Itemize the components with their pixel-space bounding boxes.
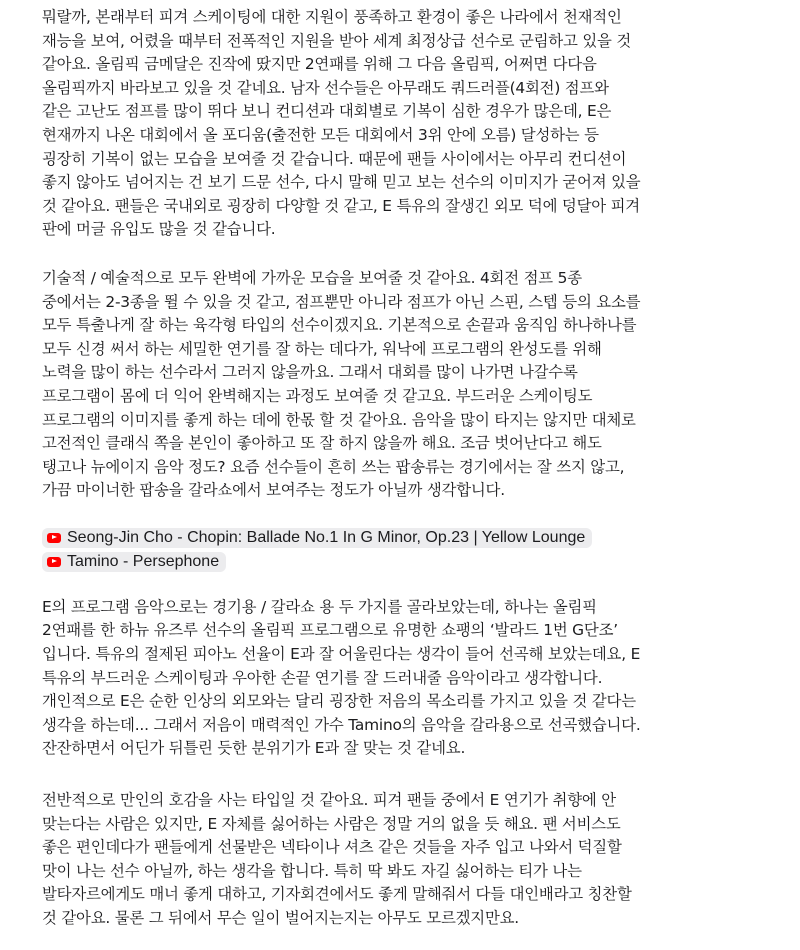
youtube-icon — [47, 557, 61, 567]
paragraph-program-music — [42, 596, 776, 761]
text-line: 생각을 하는데... 그래서 저음이 매력적인 가수 Tamino의 음악을 갈라용으로 선곡했습니다. — [42, 715, 641, 734]
text-line: 가끔 마이너한 팝송을 갈라쇼에서 보여주는 정도가 아닐까 생각합니다. — [42, 481, 505, 500]
paragraph-athlete-background — [42, 6, 776, 242]
youtube-link-tamino-persephone[interactable] — [42, 552, 226, 572]
text-line: E의 프로그램 음악으로는 경기용 / 갈라쇼 용 두 가지를 골라보았는데, 하나는 올림픽 — [42, 597, 597, 616]
text-line: 발타자르에게도 매너 좋게 대하고, 기자회견에서도 좋게 말해줘서 다들 대인배라고 칭찬할 — [42, 885, 632, 904]
text-line: 개인적으로 E은 순한 인상의 외모와는 달리 굉장한 저음의 목소리를 가지고 있을 것 같다는 — [42, 692, 636, 711]
text-line: 같아요. 올림픽 금메달은 진작에 땄지만 2연패를 위해 그 다음 올림픽, 어쩌면 다다음 — [42, 55, 597, 74]
paragraph-spacer — [42, 761, 776, 789]
text-line: 재능을 보여, 어렸을 때부터 전폭적인 지원을 받아 세계 최정상급 선수로 군림하고 있을 것 — [42, 31, 632, 50]
music-links — [42, 528, 776, 576]
text-line: 2연패를 한 하뉴 유즈루 선수의 올림픽 프로그램으로 유명한 쇼팽의 ‘발라드 1번 G단조’ — [42, 621, 618, 640]
text-line: 잔잔하면서 어딘가 뒤틀린 듯한 분위기가 E과 잘 맞는 것 같네요. — [42, 739, 466, 758]
text-line: 같은 고난도 점프를 많이 뛰다 보니 컨디션과 대회별로 기복이 심한 경우가 많은데, E은 — [42, 102, 612, 121]
text-line: 맛이 나는 선수 아닐까, 하는 생각을 합니다. 특히 딱 봐도 자길 싫어하는 티가 나는 — [42, 861, 582, 880]
text-line: 판에 머글 유입도 많을 것 같습니다. — [42, 220, 276, 239]
text-line: 것 같아요. 물론 그 뒤에서 무슨 일이 벌어지는지는 아무도 모르겠지만요. — [42, 909, 519, 927]
text-line: 기술적 / 예술적으로 모두 완벽에 가까운 모습을 보여줄 것 같아요. 4회전 점프 5종 — [42, 268, 582, 287]
text-line: 모두 신경 써서 하는 세밀한 연기를 잘 하는 데다가, 워낙에 프로그램의 완성도를 위해 — [42, 339, 602, 358]
link-row — [42, 528, 776, 552]
text-line: 맞는다는 사람은 있지만, E 자체를 싫어하는 사람은 정말 거의 없을 듯 해요. 팬 서비스도 — [42, 814, 621, 833]
paragraph-spacer — [42, 576, 776, 596]
text-line: 입니다. 특유의 절제된 피아노 선율이 E과 잘 어울린다는 생각이 들어 선곡해 보았는데요, E — [42, 645, 641, 664]
text-line: 모두 특출나게 잘 하는 육각형 타입의 선수이겠지요. 기본적으로 손끝과 움직임 하나하나를 — [42, 316, 637, 335]
text-line: 것 같아요. 팬들은 국내외로 굉장히 다양할 것 같고, E 특유의 잘생긴 외모 덕에 덩달아 피겨 — [42, 196, 640, 215]
text-line: 프로그램이 몸에 더 익어 완벽해지는 과정도 보여줄 것 같고요. 부드러운 스케이팅도 — [42, 386, 593, 405]
text-line: 특유의 부드러운 스케이팅과 우아한 손끝 연기를 잘 드러내줄 음악이라고 생각합니다. — [42, 668, 603, 687]
youtube-link-chopin-ballade[interactable] — [42, 528, 592, 548]
text-line: 좋지 않아도 넘어지는 건 보기 드문 선수, 다시 말해 믿고 보는 선수의 이미지가 굳어져 있을 — [42, 173, 641, 192]
text-line: 좋은 편인데다가 팬들에게 선물받은 넥타이나 셔츠 같은 것들을 자주 입고 나와서 덕질할 — [42, 838, 622, 857]
text-line: 중에서는 2-3종을 뛸 수 있을 것 같고, 점프뿐만 아니라 점프가 아닌 스핀, 스텝 등의 요소를 — [42, 292, 641, 311]
paragraph-spacer — [42, 242, 776, 267]
link-label: Tamino - Persephone — [67, 552, 220, 570]
text-line: 올림픽까지 바라보고 있을 것 같네요. 남자 선수들은 아무래도 쿼드러플(4회전) 점프와 — [42, 78, 609, 97]
text-line: 뭐랄까, 본래부터 피겨 스케이팅에 대한 지원이 풍족하고 환경이 좋은 나라에서 천재적인 — [42, 8, 622, 26]
text-line: 전반적으로 만인의 호감을 사는 타입일 것 같아요. 피겨 팬들 중에서 E 연기가 취향에 안 — [42, 791, 616, 810]
paragraph-skating-style — [42, 267, 776, 503]
text-line: 프로그램의 이미지를 좋게 하는 데에 한몫 할 것 같아요. 음악을 많이 타지는 않지만 대체로 — [42, 410, 636, 429]
text-line: 고전적인 클래식 쪽을 본인이 좋아하고 또 잘 하지 않을까 해요. 조금 벗어난다고 해도 — [42, 434, 602, 453]
paragraph-fan-reception — [42, 789, 776, 931]
text-line: 노력을 많이 하는 선수라서 그러지 않을까요. 그래서 대회를 많이 나가면 나갈수록 — [42, 363, 578, 382]
text-line: 현재까지 나온 대회에서 올 포디움(출전한 모든 대회에서 3위 안에 오름) 달성하는 등 — [42, 125, 599, 144]
paragraph-spacer — [42, 503, 776, 528]
text-line: 탱고나 뉴에이지 음악 정도? 요즘 선수들이 흔히 쓰는 팝송류는 경기에서는 잘 쓰지 않고, — [42, 457, 625, 476]
text-line: 굉장히 기복이 없는 모습을 보여줄 것 같습니다. 때문에 팬들 사이에서는 아무리 컨디션이 — [42, 149, 627, 168]
youtube-icon — [47, 533, 61, 543]
link-row — [42, 552, 776, 576]
link-label: Seong-Jin Cho - Chopin: Ballade No.1 In G Minor, Op.23 | Yellow Lounge — [67, 528, 586, 546]
